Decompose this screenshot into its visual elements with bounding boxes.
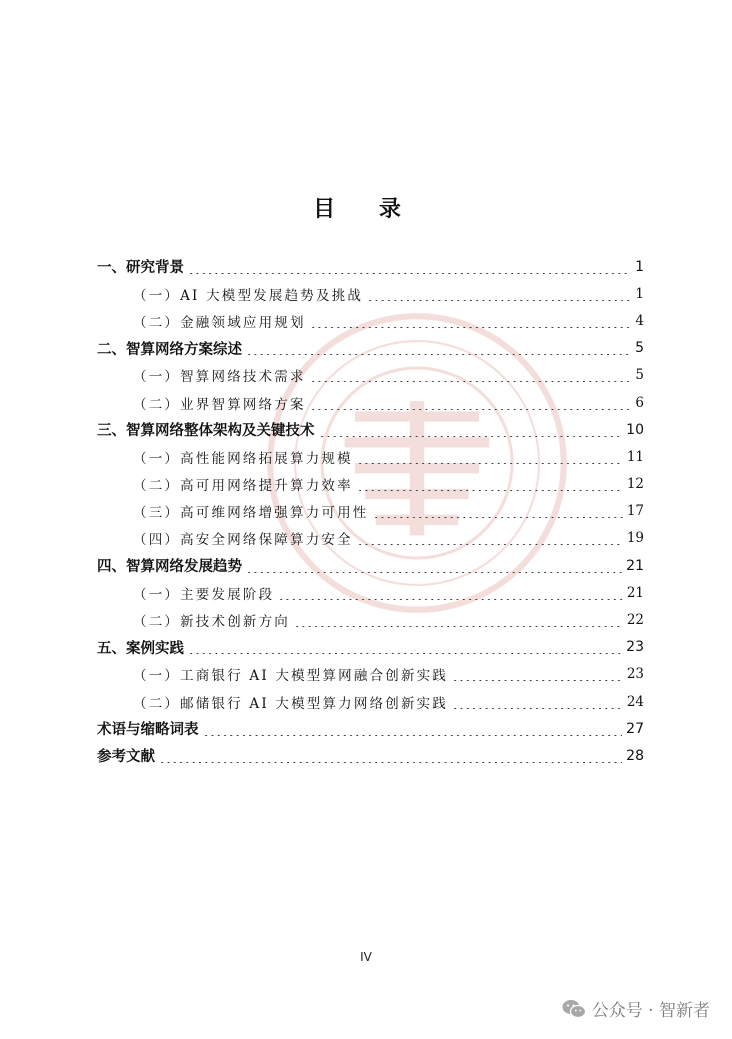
toc-chapter-entry[interactable] <box>97 552 644 579</box>
toc-section-entry[interactable] <box>97 307 644 334</box>
dot-leader <box>278 586 623 600</box>
dot-leader <box>310 396 632 410</box>
toc-entry-label: （一）主要发展阶段 <box>133 586 275 603</box>
dot-leader <box>188 640 622 654</box>
toc-entry-label: （一）AI 大模型发展趋势及挑战 <box>133 287 364 304</box>
toc-entry-label: （二）业界智算网络方案 <box>133 396 306 413</box>
toc-entry-label: 术语与缩略词表 <box>97 722 199 739</box>
dot-leader <box>319 423 623 437</box>
wechat-icon <box>562 999 586 1019</box>
toc-entry-label: （二）金融领域应用规划 <box>133 314 306 331</box>
toc-section-entry[interactable] <box>97 471 644 498</box>
toc-entry-page-number: 1 <box>635 258 644 275</box>
toc-chapter-entry[interactable] <box>97 253 644 280</box>
dot-leader <box>188 260 631 274</box>
dot-leader <box>310 368 632 382</box>
toc-entry-label: （四）高安全网络保障算力安全 <box>133 532 353 549</box>
dot-leader <box>203 722 623 736</box>
wechat-watermark-text: 公众号 · 智新者 <box>591 1001 710 1021</box>
toc-entry-page-number: 23 <box>626 666 644 683</box>
toc-entry-label: 二、智算网络方案综述 <box>97 341 242 358</box>
toc-entry-label: 一、研究背景 <box>97 260 184 277</box>
toc-entry-page-number: 5 <box>635 367 644 384</box>
toc-entry-label: 五、案例实践 <box>97 640 184 657</box>
toc-entry-label: （一）高性能网络拓展算力规模 <box>133 450 353 467</box>
dot-leader <box>357 450 623 464</box>
toc-section-entry[interactable] <box>97 579 644 606</box>
toc-entry-page-number: 23 <box>626 639 644 656</box>
toc-entry-page-number: 28 <box>626 747 644 764</box>
toc-entry-page-number: 12 <box>626 476 644 493</box>
toc-chapter-entry[interactable] <box>97 416 644 443</box>
table-of-contents <box>97 253 644 770</box>
toc-entry-label: （二）邮储银行 AI 大模型算力网络创新实践 <box>133 695 449 712</box>
toc-chapter-entry[interactable] <box>97 335 644 362</box>
toc-section-entry[interactable] <box>97 606 644 633</box>
toc-entry-label: 三、智算网络整体架构及关键技术 <box>97 423 315 440</box>
toc-chapter-entry[interactable] <box>97 715 644 742</box>
dot-leader <box>246 341 631 355</box>
toc-entry-page-number: 17 <box>626 503 644 520</box>
toc-chapter-entry[interactable] <box>97 742 644 769</box>
dot-leader <box>373 504 623 518</box>
dot-leader <box>294 613 623 627</box>
dot-leader <box>367 287 631 301</box>
toc-section-entry[interactable] <box>97 525 644 552</box>
dot-leader <box>246 559 622 573</box>
dot-leader <box>310 314 632 328</box>
toc-entry-page-number: 19 <box>626 530 644 547</box>
toc-entry-page-number: 21 <box>626 557 644 574</box>
toc-section-entry[interactable] <box>97 443 644 470</box>
toc-section-entry[interactable] <box>97 280 644 307</box>
dot-leader <box>452 667 623 681</box>
toc-entry-label: （二）新技术创新方向 <box>133 614 290 631</box>
toc-entry-label: （三）高可维网络增强算力可用性 <box>133 505 369 522</box>
toc-entry-page-number: 22 <box>626 612 644 629</box>
toc-entry-page-number: 24 <box>626 693 644 710</box>
toc-entry-label: （二）高可用网络提升算力效率 <box>133 478 353 495</box>
dot-leader <box>357 477 623 491</box>
toc-chapter-entry[interactable] <box>97 634 644 661</box>
toc-entry-page-number: 6 <box>635 394 644 411</box>
toc-title: 目 录 <box>313 197 419 222</box>
toc-entry-page-number: 21 <box>626 584 644 601</box>
toc-entry-label: （一）智算网络技术需求 <box>133 369 306 386</box>
toc-section-entry[interactable] <box>97 498 644 525</box>
toc-entry-label: （一）工商银行 AI 大模型算网融合创新实践 <box>133 668 449 685</box>
dot-leader <box>357 531 623 545</box>
toc-entry-page-number: 1 <box>635 285 644 302</box>
toc-section-entry[interactable] <box>97 389 644 416</box>
toc-entry-page-number: 11 <box>626 448 644 465</box>
wechat-watermark <box>562 996 710 1021</box>
page-number: IV <box>360 950 372 964</box>
toc-entry-label: 四、智算网络发展趋势 <box>97 559 242 576</box>
dot-leader <box>452 695 623 709</box>
toc-entry-page-number: 27 <box>626 720 644 737</box>
toc-entry-page-number: 5 <box>635 340 644 357</box>
toc-entry-page-number: 10 <box>626 421 644 438</box>
dot-leader <box>159 749 622 763</box>
toc-section-entry[interactable] <box>97 688 644 715</box>
toc-section-entry[interactable] <box>97 362 644 389</box>
toc-entry-label: 参考文献 <box>97 749 155 766</box>
toc-section-entry[interactable] <box>97 661 644 688</box>
toc-entry-page-number: 4 <box>635 312 644 329</box>
